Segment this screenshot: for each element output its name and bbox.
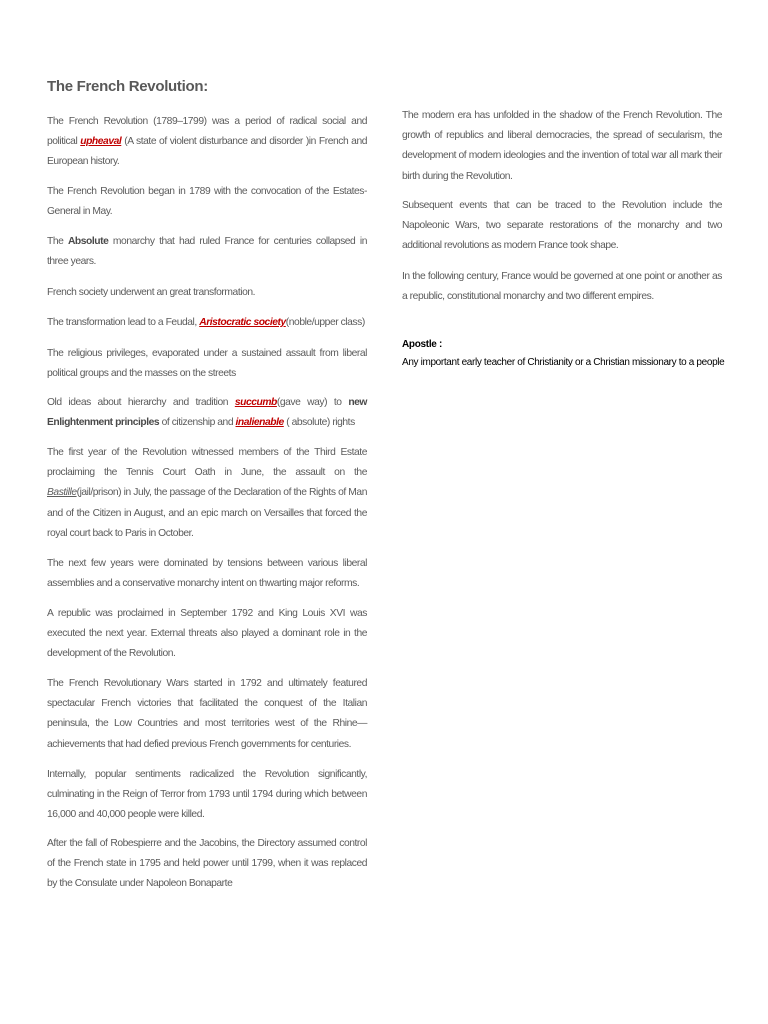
paragraph-7 <box>47 393 367 433</box>
paragraph-3-text-a: The <box>47 236 68 247</box>
paragraph-9: The next few years were dominated by tensions between various liberal assemblies and a conservative monarchy intent on thwarting major reforms. <box>47 558 367 590</box>
paragraph-8-text-a: The first year of the Revolution witnessed members of the Third Estate proclaiming the Tennis Court Oath in June, the assault on the <box>47 447 367 479</box>
paragraph-8-text-b: (jail/prison) in July, the passage of the Declaration of the Rights of Man and of the Citizen in August, and an epic march on Versailles that forced the royal court back to Paris in October. <box>47 487 367 539</box>
keyword-upheaval: upheaval <box>80 136 122 148</box>
keyword-enlightenment-principles: new Enlightenment principles <box>47 397 367 429</box>
right-paragraph-1: The modern era has unfolded in the shadow of the French Revolution. The growth of republics and liberal democracies, the spread of secularism, the development of modern ideologies and the invention of total war all mark their birth during the Revolution. <box>402 110 722 182</box>
right-paragraph-2: Subsequent events that can be traced to the Revolution include the Napoleonic Wars, two separate restorations of the monarchy and two additional revolutions as modern France took shape. <box>402 200 722 252</box>
paragraph-7-text-c: of citizenship and <box>159 417 236 429</box>
keyword-inalienable: inalienable <box>235 417 284 429</box>
paragraph-12: Internally, popular sentiments radicalized the Revolution significantly, culminating in the Reign of Terror from 1793 until 1794 during which between 16,000 and 40,000 people were killed. <box>47 769 367 821</box>
paragraph-5-text-b: (noble/upper class) <box>285 317 365 328</box>
keyword-aristocratic-society: Aristocratic society <box>199 317 286 328</box>
apostle-definition: Any important early teacher of Christianity or a Christian missionary to a people <box>402 357 725 368</box>
keyword-succumb: succumb <box>234 397 277 408</box>
paragraph-8 <box>47 443 367 544</box>
paragraph-13: After the fall of Robespierre and the Jacobins, the Directory assumed control of the French state in 1795 and held power until 1799, when it was replaced by the Consulate under Napoleon Bonaparte <box>47 838 367 890</box>
paragraph-7-text-a: Old ideas about hierarchy and tradition <box>47 397 235 408</box>
right-paragraph-3: In the following century, France would be governed at one point or another as a republic, constitutional monarchy and two different empires. <box>402 271 722 303</box>
paragraph-10: A republic was proclaimed in September 1792 and King Louis XVI was executed the next year. External threats also played a dominant role in the development of the Revolution. <box>47 608 367 660</box>
paragraph-2: The French Revolution began in 1789 with the convocation of the Estates-General in May. <box>47 186 367 218</box>
paragraph-11: The French Revolutionary Wars started in 1792 and ultimately featured spectacular French victories that facilitated the conquest of the Italian peninsula, the Low Countries and most territories west of the Rhine—achievements that had defied previous French governments for centuries. <box>47 678 367 750</box>
document-title: The French Revolution: <box>47 78 208 95</box>
paragraph-6: The religious privileges, evaporated under a sustained assault from liberal political groups and the masses on the streets <box>47 348 367 380</box>
paragraph-5-text-a: The transformation lead to a Feudal, <box>47 317 200 328</box>
keyword-bastille: Bastille <box>47 487 77 499</box>
paragraph-1 <box>47 112 367 173</box>
paragraph-1-text-a: The French Revolution (1789–1799) was a period of radical social and political <box>47 116 367 148</box>
paragraph-5 <box>47 313 367 333</box>
apostle-heading: Apostle : <box>402 339 443 350</box>
keyword-absolute: Absolute <box>67 236 109 247</box>
paragraph-4: French society underwent an great transformation. <box>47 287 256 298</box>
paragraph-1-text-b: (A state of violent disturbance and disorder )in French and European history. <box>47 136 368 168</box>
paragraph-3 <box>47 232 367 272</box>
paragraph-7-text-d: ( absolute) rights <box>283 417 355 429</box>
paragraph-3-text-b: monarchy that had ruled France for centuries collapsed in three years. <box>47 236 367 268</box>
paragraph-7-text-b: (gave way) to <box>276 397 349 408</box>
